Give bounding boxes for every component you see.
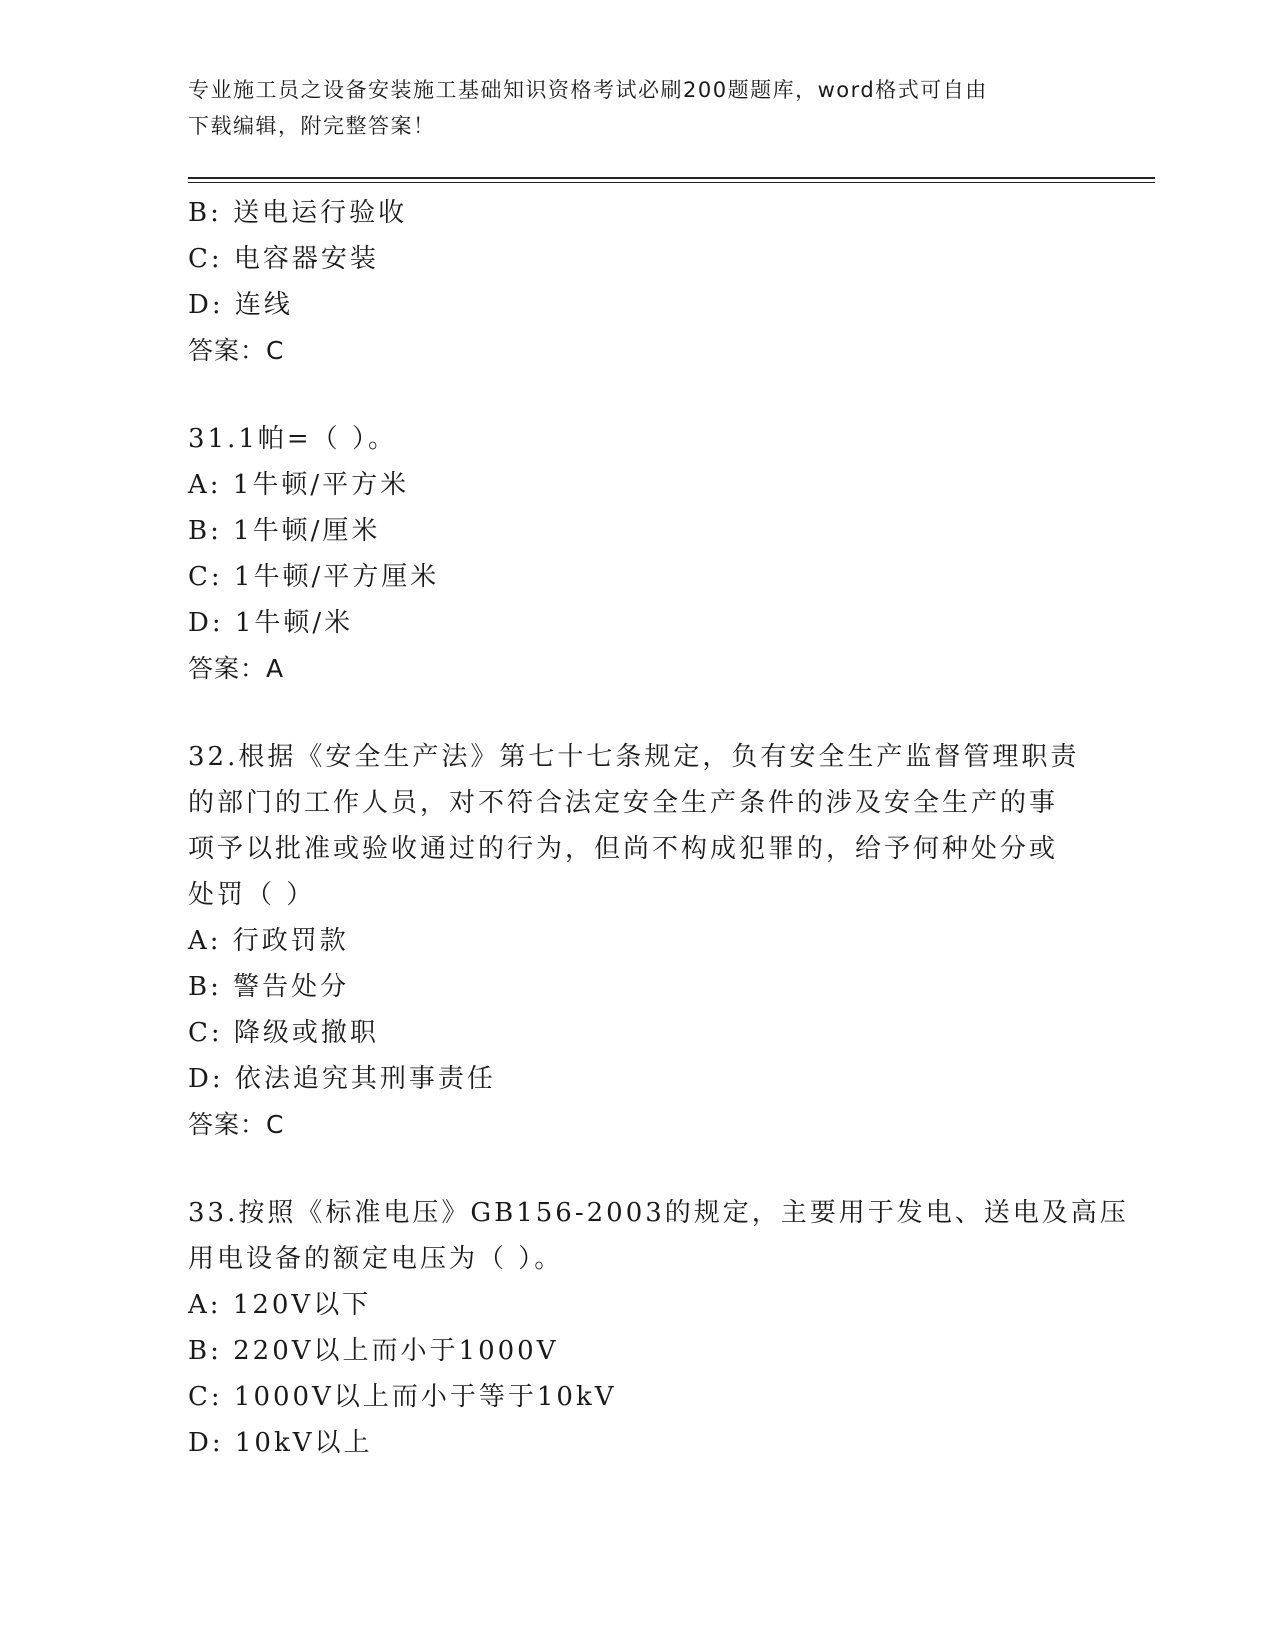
option-b: B: 220V以上而小于1000V: [188, 1336, 559, 1366]
question-text-line: 项予以批准或验收通过的行为，但尚不构成犯罪的，给予何种处分或: [188, 834, 1059, 864]
question-text-line: 32.根据《安全生产法》第七十七条规定，负有安全生产监督管理职责: [188, 742, 1080, 772]
header-line-2: 下载编辑，附完整答案！: [188, 114, 436, 138]
answer: 答案：A: [188, 654, 285, 683]
option-a: A: 120V以下: [188, 1290, 372, 1320]
option-b: B: 1牛顿/厘米: [188, 516, 381, 546]
option-d: D: 连线: [188, 290, 293, 320]
option-d: D: 1牛顿/米: [188, 608, 354, 638]
question-text: 31.1帕=（ ）。: [188, 424, 397, 454]
option-c: C: 1牛顿/平方厘米: [188, 562, 440, 592]
option-a: A: 1牛顿/平方米: [188, 470, 410, 500]
answer: 答案：C: [188, 336, 285, 365]
option-a: A: 行政罚款: [188, 926, 349, 956]
question-30: [188, 190, 1088, 374]
question-text-line: 的部门的工作人员，对不符合法定安全生产条件的涉及安全生产的事: [188, 788, 1059, 818]
option-b: B: 送电运行验收: [188, 198, 408, 228]
question-32: [188, 734, 1088, 1148]
header-line-1: 专业施工员之设备安装施工基础知识资格考试必刷200题题库，word格式可自由: [188, 78, 988, 102]
header-rule-thin: [188, 182, 1155, 183]
header-rule-thick: [188, 177, 1155, 179]
option-c: C: 电容器安装: [188, 244, 379, 274]
option-b: B: 警告处分: [188, 972, 350, 1002]
option-d: D: 10kV以上: [188, 1428, 373, 1458]
document-header: [188, 72, 1068, 144]
answer: 答案：C: [188, 1110, 285, 1139]
question-33: [188, 1190, 1129, 1466]
option-c: C: 1000V以上而小于等于10kV: [188, 1382, 617, 1412]
option-c: C: 降级或撤职: [188, 1018, 379, 1048]
question-content: [188, 190, 1129, 1466]
question-text-line: 处罚（ ）: [188, 880, 316, 910]
question-text-line: 用电设备的额定电压为（ ）。: [188, 1244, 564, 1274]
question-31: [188, 416, 1088, 692]
question-text-line: 33.按照《标准电压》GB156-2003的规定，主要用于发电、送电及高压: [188, 1198, 1129, 1228]
option-d: D: 依法追究其刑事责任: [188, 1064, 496, 1094]
